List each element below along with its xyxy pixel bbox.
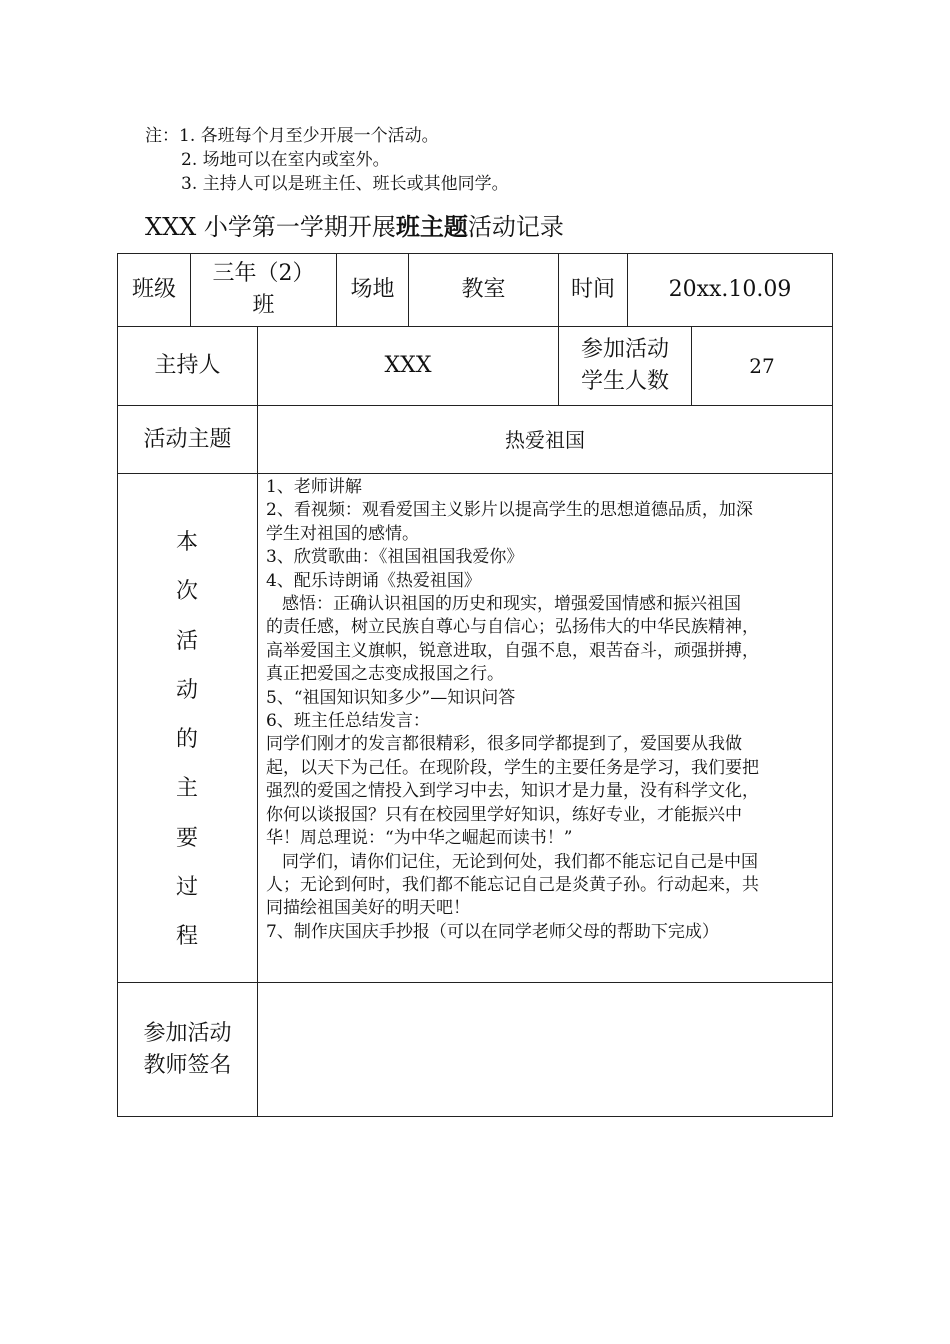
process-line: 强烈的爱国之情投入到学习中去，知识才是力量，没有科学文化， [266, 781, 759, 802]
row-divider-3 [117, 473, 833, 474]
process-line: 人；无论到何时，我们都不能忘记自己是炎黄子孙。行动起来，共 [266, 874, 759, 895]
process-line: 同学们，请你们记住，无论到何处，我们都不能忘记自己是中国 [282, 851, 758, 872]
host-label: 主持人 [154, 353, 221, 378]
process-label-char: 过 [175, 875, 198, 901]
process-line: 的责任感，树立民族自尊心与自信心；弘扬伟大的中华民族精神， [266, 617, 759, 638]
process-line: 高举爱国主义旗帜，锐意进取，自强不息，艰苦奋斗，顽强拼搏， [266, 640, 759, 661]
process-label-char: 要 [175, 825, 198, 851]
time-label: 时间 [570, 277, 615, 302]
title-suffix: 活动记录 [467, 213, 564, 241]
process-label-char: 次 [175, 579, 198, 605]
process-content [266, 476, 828, 944]
document-title [145, 207, 564, 242]
process-label [118, 518, 256, 962]
process-label-char: 程 [175, 924, 198, 950]
time-value: 20xx.10.09 [668, 277, 792, 302]
process-label-char: 的 [175, 727, 198, 753]
process-line: 同描绘祖国美好的明天吧！ [266, 898, 470, 919]
process-line: 7、制作庆国庆手抄报（可以在同学老师父母的帮助下完成） [266, 921, 719, 942]
title-prefix: XXX 小学第一学期开展 [145, 213, 396, 241]
process-label-char: 活 [175, 628, 198, 654]
class-label: 班级 [131, 277, 176, 302]
process-line: 华！周总理说：“为中华之崛起而读书！” [266, 828, 573, 849]
student-count-label: 参加活动学生人数 [580, 337, 669, 394]
venue-value: 教室 [461, 277, 506, 302]
process-line: 感悟：正确认识祖国的历史和现实，增强爱国情感和振兴祖国 [282, 594, 741, 615]
process-line: 同学们刚才的发言都很精彩，很多同学都提到了，爱国要从我做 [266, 734, 742, 755]
process-label-char: 主 [175, 776, 198, 802]
theme-label: 活动主题 [143, 426, 232, 452]
theme-value: 热爱祖国 [505, 427, 585, 452]
note-line-2: 2. 场地可以在室内或室外。 [181, 150, 390, 170]
note-line-3: 3. 主持人可以是班主任、班长或其他同学。 [181, 174, 509, 194]
process-line: 5、“祖国知识知多少”—知识问答 [266, 687, 516, 708]
title-bold: 班主题 [395, 212, 468, 241]
process-line: 2、看视频：观看爱国主义影片以提高学生的思想道德品质，加深 [266, 500, 753, 521]
process-line: 3、欣赏歌曲：《祖国祖国我爱你》 [266, 547, 524, 568]
process-line: 真正把爱国之志变成报国之行。 [266, 664, 504, 685]
process-line: 学生对祖国的感情。 [266, 523, 419, 544]
note-line-1: 注：1. 各班每个月至少开展一个活动。 [145, 126, 439, 146]
student-count-value: 27 [749, 354, 775, 378]
class-value: 三年（2）班 [212, 261, 315, 318]
process-line: 6、班主任总结发言： [266, 711, 430, 732]
venue-label: 场地 [350, 277, 395, 302]
process-line: 起，以天下为己任。在现阶段，学生的主要任务是学习，我们要把 [266, 757, 759, 778]
teacher-signature-field[interactable] [258, 983, 832, 1116]
process-label-char: 本 [175, 530, 198, 555]
notes [145, 124, 509, 196]
process-line: 1、老师讲解 [266, 477, 362, 497]
process-label-char: 动 [175, 677, 198, 703]
process-line: 你何以谈报国？只有在校园里学好知识，练好专业，才能振兴中 [266, 804, 742, 825]
host-value: XXX [384, 353, 432, 378]
teacher-signature-label: 参加活动教师签名 [143, 1020, 232, 1078]
process-line: 4、配乐诗朗诵《热爱祖国》 [266, 570, 481, 591]
